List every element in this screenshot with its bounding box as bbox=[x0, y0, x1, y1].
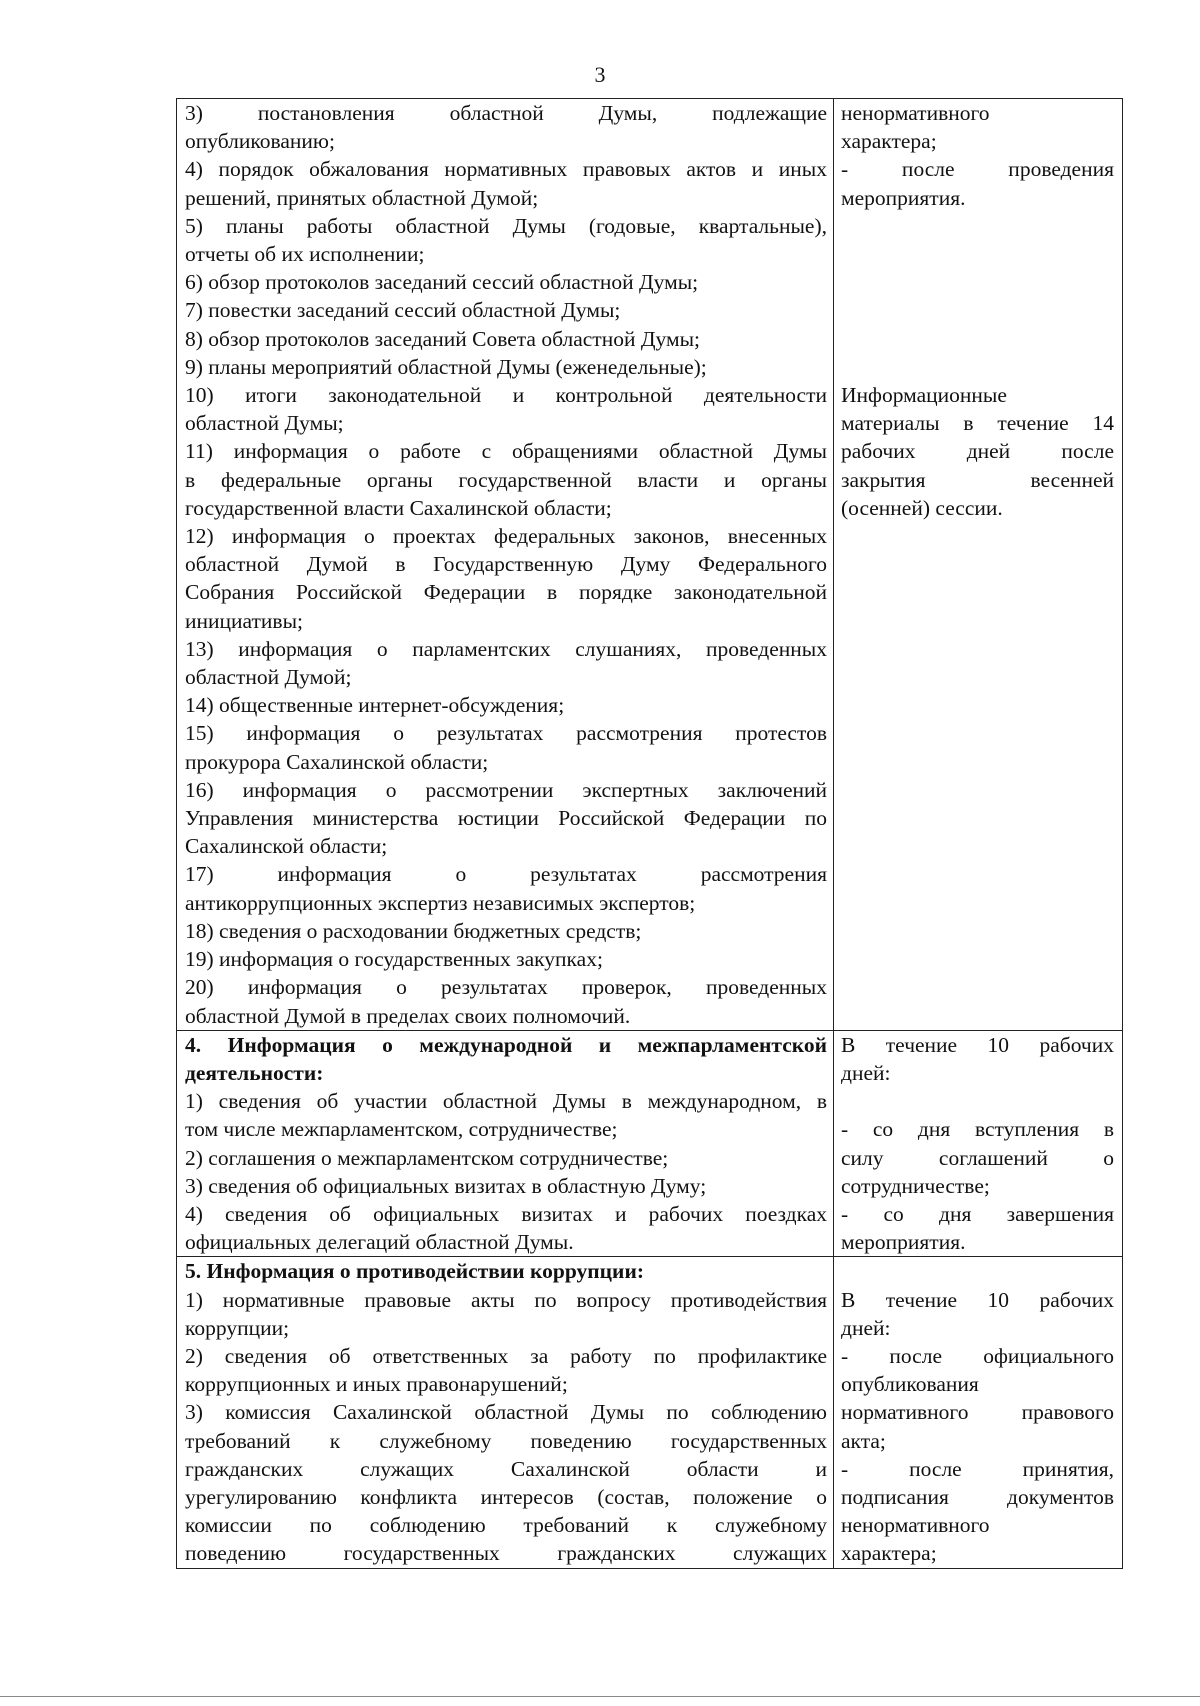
blank-line bbox=[841, 325, 1114, 353]
text-line: 16) информация о рассмотрении экспертных заключений bbox=[185, 777, 827, 802]
page-number: 3 bbox=[594, 62, 606, 87]
blank-line bbox=[841, 296, 1114, 324]
text-line: 5. Информация о противодействии коррупции: bbox=[185, 1259, 644, 1284]
text-line: требований к служебному поведению государственных bbox=[185, 1428, 827, 1453]
text-line: 4) сведения об официальных визитах и рабочих поездках bbox=[185, 1201, 827, 1226]
text-line: - со дня завершения bbox=[841, 1201, 1114, 1226]
text-line: 8) обзор протоколов заседаний Совета областной Думы; bbox=[185, 326, 700, 351]
text-line: урегулированию конфликта интересов (состав, положение о bbox=[185, 1484, 827, 1509]
text-line: том числе межпарламентском, сотрудничестве; bbox=[185, 1117, 618, 1142]
text-line: комиссии по соблюдению требований к служебному bbox=[185, 1513, 827, 1538]
text-line: - после официального bbox=[841, 1343, 1114, 1368]
text-line: 17) информация о результатах рассмотрения bbox=[185, 862, 827, 887]
table-row bbox=[177, 99, 1123, 1031]
text-line: Управления министерства юстиции Российской Федерации по bbox=[185, 806, 827, 831]
text-line: характера; bbox=[841, 1541, 937, 1566]
text-line: Собрания Российской Федерации в порядке законодательной bbox=[185, 580, 827, 605]
text-line: в федеральные органы государственной власти и органы bbox=[185, 467, 827, 492]
text-line: 7) повестки заседаний сессий областной Думы; bbox=[185, 298, 621, 323]
text-line: Сахалинской области; bbox=[185, 834, 388, 859]
text-line: 3) сведения об официальных визитах в областную Думу; bbox=[185, 1173, 707, 1198]
text-line: решений, принятых областной Думой; bbox=[185, 185, 539, 210]
text-line: поведению государственных гражданских служащих bbox=[185, 1541, 827, 1566]
deadline-cell bbox=[834, 1030, 1123, 1257]
content-cell bbox=[177, 99, 834, 1031]
text-line: акта; bbox=[841, 1428, 886, 1453]
text-line: 6) обзор протоколов заседаний сессий областной Думы; bbox=[185, 270, 699, 295]
text-line: - со дня вступления в bbox=[841, 1117, 1114, 1142]
text-line: областной Думой; bbox=[185, 665, 352, 690]
blank-line bbox=[841, 353, 1114, 381]
table-row bbox=[177, 1257, 1123, 1568]
text-line: инициативы; bbox=[185, 608, 303, 633]
text-line: мероприятия. bbox=[841, 1230, 966, 1255]
blank-line bbox=[841, 1087, 1114, 1115]
text-line: коррупции; bbox=[185, 1315, 290, 1340]
text-line: 10) итоги законодательной и контрольной деятельности bbox=[185, 383, 827, 408]
text-line: государственной власти Сахалинской области; bbox=[185, 495, 612, 520]
text-line: силу соглашений о bbox=[841, 1145, 1114, 1170]
table-body bbox=[177, 99, 1123, 1569]
scan-edge-line bbox=[0, 1696, 1200, 1697]
text-line: 2) соглашения о межпарламентском сотрудничестве; bbox=[185, 1145, 669, 1170]
text-line: дней: bbox=[841, 1060, 891, 1085]
text-line: 9) планы мероприятий областной Думы (еженедельные); bbox=[185, 354, 707, 379]
blank-line bbox=[841, 268, 1114, 296]
text-line: нормативного правового bbox=[841, 1400, 1114, 1425]
text-line: рабочих дней после bbox=[841, 439, 1114, 464]
text-line: официальных делегаций областной Думы. bbox=[185, 1230, 574, 1255]
text-line: В течение 10 рабочих bbox=[841, 1032, 1114, 1057]
blank-line bbox=[841, 240, 1114, 268]
text-line: опубликования bbox=[841, 1372, 979, 1397]
text-line: 13) информация о парламентских слушаниях, проведенных bbox=[185, 636, 827, 661]
text-line: 18) сведения о расходовании бюджетных средств; bbox=[185, 918, 642, 943]
text-line: подписания документов bbox=[841, 1484, 1114, 1509]
content-cell bbox=[177, 1030, 834, 1257]
blank-line bbox=[841, 1257, 1114, 1285]
text-line: 1) нормативные правовые акты по вопросу противодействия bbox=[185, 1287, 827, 1312]
document-table bbox=[176, 98, 1123, 1569]
text-line: 11) информация о работе с обращениями областной Думы bbox=[185, 439, 827, 464]
text-line: 15) информация о результатах рассмотрения протестов bbox=[185, 721, 827, 746]
text-line: областной Думой в Государственную Думу Федерального bbox=[185, 552, 827, 577]
text-line: В течение 10 рабочих bbox=[841, 1287, 1114, 1312]
text-line: материалы в течение 14 bbox=[841, 411, 1114, 436]
text-line: 4) порядок обжалования нормативных правовых актов и иных bbox=[185, 157, 827, 182]
text-line: деятельности: bbox=[185, 1060, 324, 1085]
deadline-cell bbox=[834, 1257, 1123, 1568]
text-line: дней: bbox=[841, 1315, 891, 1340]
text-line: мероприятия. bbox=[841, 185, 966, 210]
text-line: ненормативного bbox=[841, 1513, 990, 1538]
blank-line bbox=[841, 212, 1114, 240]
text-line: (осенней) сессии. bbox=[841, 495, 1003, 520]
text-line: 19) информация о государственных закупках; bbox=[185, 947, 603, 972]
text-line: 5) планы работы областной Думы (годовые, квартальные), bbox=[185, 213, 827, 238]
text-line: областной Думы; bbox=[185, 411, 344, 436]
text-line: закрытия весенней bbox=[841, 467, 1114, 492]
text-line: - после принятия, bbox=[841, 1456, 1114, 1481]
text-line: коррупционных и иных правонарушений; bbox=[185, 1372, 568, 1397]
text-line: 12) информация о проектах федеральных законов, внесенных bbox=[185, 524, 827, 549]
text-line: сотрудничестве; bbox=[841, 1173, 990, 1198]
text-line: 20) информация о результатах проверок, проведенных bbox=[185, 975, 827, 1000]
deadline-cell bbox=[834, 99, 1123, 1031]
text-line: прокурора Сахалинской области; bbox=[185, 749, 489, 774]
text-line: 2) сведения об ответственных за работу по профилактике bbox=[185, 1343, 827, 1368]
text-line: опубликованию; bbox=[185, 129, 335, 154]
text-line: 4. Информация о международной и межпарламентской bbox=[185, 1032, 827, 1057]
text-line: 14) общественные интернет-обсуждения; bbox=[185, 693, 565, 718]
text-line: отчеты об их исполнении; bbox=[185, 242, 425, 267]
text-line: 1) сведения об участии областной Думы в международном, в bbox=[185, 1089, 827, 1114]
text-line: характера; bbox=[841, 129, 937, 154]
content-cell bbox=[177, 1257, 834, 1568]
text-line: областной Думой в пределах своих полномочий. bbox=[185, 1003, 631, 1028]
text-line: 3) постановления областной Думы, подлежащие bbox=[185, 101, 827, 125]
text-line: ненормативного bbox=[841, 101, 990, 125]
text-line: Информационные bbox=[841, 383, 1007, 408]
text-line: антикоррупционных экспертиз независимых экспертов; bbox=[185, 890, 696, 915]
text-line: - после проведения bbox=[841, 157, 1114, 182]
text-line: 3) комиссия Сахалинской областной Думы по соблюдению bbox=[185, 1400, 827, 1425]
table-row bbox=[177, 1030, 1123, 1257]
text-line: гражданских служащих Сахалинской области и bbox=[185, 1456, 827, 1481]
